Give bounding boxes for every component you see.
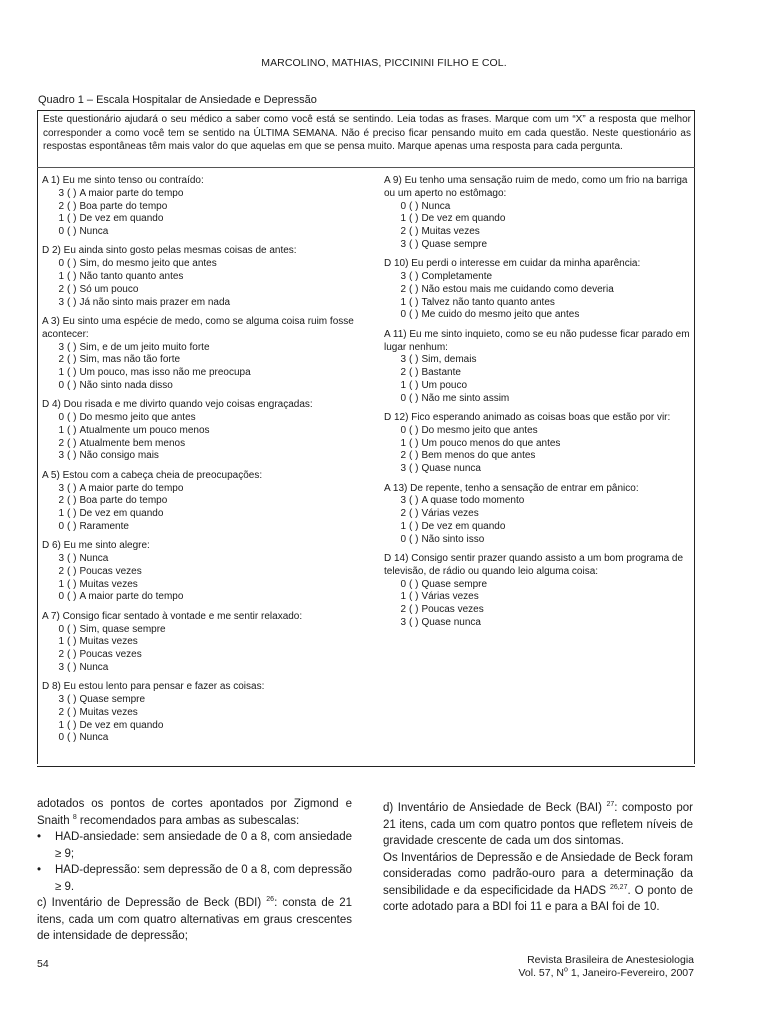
bullet-item	[37, 829, 352, 862]
answer-checkbox: ( )	[67, 437, 77, 449]
answer-option	[384, 463, 690, 476]
option-score: 0	[58, 732, 64, 744]
answer-option	[42, 450, 372, 463]
answer-checkbox: ( )	[409, 392, 419, 404]
answer-option	[42, 425, 372, 438]
answer-option	[42, 226, 372, 239]
running-header: MARCOLINO, MATHIAS, PICCININI FILHO E COL.	[261, 57, 507, 69]
bullet-text: HAD-depressão: sem depressão de 0 a 8, com depressão ≥ 9.	[55, 864, 352, 893]
option-score: 0	[58, 412, 64, 424]
answer-checkbox: ( )	[67, 450, 77, 462]
answer-checkbox: ( )	[67, 482, 77, 494]
question-title: A 1) Eu me sinto tenso ou contraído:	[42, 175, 204, 186]
answer-checkbox: ( )	[409, 533, 419, 545]
option-text: Não me sinto assim	[421, 392, 510, 404]
answer-option	[42, 591, 372, 604]
option-text: De vez em quando	[421, 520, 506, 532]
option-score: 2	[400, 226, 406, 238]
answer-option	[384, 201, 690, 214]
option-score: 3	[58, 450, 64, 462]
text-span: : composto por 21 itens, cada um com quatro pontos que refletem níveis de gravidade crescente de cada um dos sintomas.	[383, 802, 693, 847]
option-text: Um pouco, mas isso não me preocupa	[79, 367, 251, 379]
option-score: 2	[58, 200, 64, 212]
question-block	[42, 399, 372, 463]
answer-checkbox: ( )	[67, 341, 77, 353]
answer-option	[42, 213, 372, 226]
answer-option	[42, 342, 372, 355]
answer-checkbox: ( )	[67, 565, 77, 577]
question-block	[384, 412, 690, 476]
answer-option	[42, 720, 372, 733]
answer-option	[384, 495, 690, 508]
option-text: Poucas vezes	[421, 604, 484, 616]
option-text: Completamente	[421, 271, 493, 283]
answer-option	[384, 271, 690, 284]
option-text: Nunca	[421, 200, 451, 212]
question-title: A 7) Consigo ficar sentado à vontade e me sentir relaxado:	[42, 610, 303, 622]
question-title: D 6) Eu me sinto alegre:	[42, 540, 150, 552]
answer-option	[42, 284, 372, 297]
option-text: De vez em quando	[79, 508, 164, 520]
option-text: Do mesmo jeito que antes	[79, 412, 196, 424]
answer-option	[42, 694, 372, 707]
option-text: Sim, e de um jeito muito forte	[79, 341, 210, 353]
instructions-divider	[37, 167, 695, 168]
option-text: Atualmente bem menos	[79, 437, 186, 449]
question-block	[384, 258, 690, 322]
question-block	[42, 540, 372, 604]
answer-checkbox: ( )	[67, 226, 77, 238]
option-score: 2	[58, 565, 64, 577]
option-score: 3	[58, 693, 64, 705]
option-score: 0	[400, 309, 406, 321]
answer-checkbox: ( )	[67, 578, 77, 590]
option-score: 2	[400, 508, 406, 520]
answer-checkbox: ( )	[67, 296, 77, 308]
answer-checkbox: ( )	[67, 508, 77, 520]
answer-checkbox: ( )	[409, 463, 419, 475]
reference-superscript: 27	[606, 801, 615, 809]
answer-option	[384, 309, 690, 322]
answer-checkbox: ( )	[409, 604, 419, 616]
option-text: Sim, do mesmo jeito que antes	[79, 258, 217, 270]
answer-option	[384, 380, 690, 393]
option-text: Bem menos do que antes	[421, 450, 536, 462]
option-score: 1	[58, 719, 64, 731]
option-score: 1	[400, 379, 406, 391]
questionnaire-instructions: Este questionário ajudará o seu médico a saber como você está se sentindo. Leia todas as frases. Marque com um “X” a resposta que melhor corresponder a como você tem se sentido na ÚLTIMA SEMANA. Não é preciso ficar pensando muito em cada questão. Neste questionário as respostas espontâneas têm mais valor do que aquelas em que se pensa muito. Marque apenas uma resposta para cada pergunta.	[43, 114, 691, 152]
option-text: Não tanto quanto antes	[79, 271, 184, 283]
option-text: Sim, mas não tão forte	[79, 354, 181, 366]
option-text: Do mesmo jeito que antes	[421, 424, 538, 436]
answer-option	[384, 604, 690, 617]
option-text: Não sinto nada disso	[79, 379, 173, 391]
answer-checkbox: ( )	[67, 706, 77, 718]
option-score: 3	[400, 271, 406, 283]
answer-option	[384, 239, 690, 252]
answer-option	[384, 579, 690, 592]
answer-checkbox: ( )	[67, 367, 77, 379]
answer-checkbox: ( )	[67, 649, 77, 661]
question-title: A 11) Eu me sinto inquieto, como se eu não pudesse ficar parado em lugar nenhum:	[384, 328, 690, 353]
answer-option	[384, 354, 690, 367]
option-score: 2	[400, 283, 406, 295]
option-text: Não estou mais me cuidando como deveria	[421, 283, 614, 295]
bullet-item	[37, 862, 352, 895]
question-block	[42, 681, 372, 745]
question-title: D 8) Eu estou lento para pensar e fazer as coisas:	[42, 681, 265, 693]
question-title: A 5) Estou com a cabeça cheia de preocupações:	[42, 469, 263, 481]
option-score: 1	[58, 271, 64, 283]
text-span: . O ponto de corte adotado para a BDI foi 11 e para a BAI foi de 10.	[383, 884, 694, 913]
answer-checkbox: ( )	[409, 309, 419, 321]
answer-checkbox: ( )	[409, 379, 419, 391]
text-span: adotados os pontos de cortes apontados por Zigmond e Snaith	[37, 798, 352, 827]
journal-footer	[518, 954, 694, 980]
answer-option	[384, 393, 690, 406]
body-text-right	[383, 800, 693, 916]
answer-checkbox: ( )	[67, 636, 77, 648]
answer-checkbox: ( )	[67, 213, 77, 225]
text-span: Os Inventários de Depressão e de Ansiedade de Beck foram consideradas como padrão-ouro para a determinação da sensibilidade e da especificidade da HADS	[383, 851, 693, 897]
option-text: Um pouco	[421, 379, 468, 391]
answer-option	[42, 521, 372, 534]
answer-checkbox: ( )	[67, 495, 77, 507]
option-score: 0	[58, 226, 64, 238]
option-text: Muitas vezes	[79, 706, 138, 718]
answer-option	[384, 297, 690, 310]
answer-checkbox: ( )	[409, 238, 419, 250]
option-score: 0	[58, 520, 64, 532]
option-score: 0	[58, 623, 64, 635]
option-score: 1	[58, 367, 64, 379]
option-text: Várias vezes	[421, 508, 479, 520]
option-text: Não sinto isso	[421, 533, 485, 545]
option-score: 2	[58, 354, 64, 366]
answer-option	[42, 624, 372, 637]
question-block	[384, 483, 690, 547]
option-text: Nunca	[79, 661, 109, 673]
option-text: Sim, demais	[421, 354, 477, 366]
option-text: Um pouco menos do que antes	[421, 437, 561, 449]
option-text: Atualmente um pouco menos	[79, 424, 210, 436]
option-text: Já não sinto mais prazer em nada	[79, 296, 231, 308]
option-score: 3	[58, 553, 64, 565]
option-text: De vez em quando	[79, 719, 164, 731]
bullet-text: HAD-ansiedade: sem ansiedade de 0 a 8, com ansiedade ≥ 9;	[55, 831, 352, 860]
answer-option	[42, 483, 372, 496]
option-text: Várias vezes	[421, 591, 479, 603]
question-title: D 10) Eu perdi o interesse em cuidar da minha aparência:	[384, 258, 641, 270]
bullet-icon: •	[37, 864, 42, 876]
question-title: A 3) Eu sinto uma espécie de medo, como se alguma coisa ruim fosse acontecer:	[42, 315, 354, 340]
option-score: 1	[58, 508, 64, 520]
option-text: Quase sempre	[421, 238, 488, 250]
option-score: 2	[58, 437, 64, 449]
question-title: A 13) De repente, tenho a sensação de entrar em pânico:	[384, 482, 639, 494]
answer-option	[42, 380, 372, 393]
answer-checkbox: ( )	[67, 379, 77, 391]
option-text: Não consigo mais	[79, 450, 159, 462]
answer-checkbox: ( )	[409, 296, 419, 308]
answer-option	[42, 732, 372, 745]
question-block	[42, 316, 372, 393]
answer-checkbox: ( )	[409, 283, 419, 295]
option-score: 1	[400, 520, 406, 532]
option-score: 1	[58, 213, 64, 225]
option-score: 2	[58, 495, 64, 507]
answer-option	[42, 271, 372, 284]
answer-option	[42, 367, 372, 380]
text-span: c) Inventário de Depressão de Beck (BDI)	[37, 897, 262, 909]
issue-text: Vol. 57, N	[518, 967, 565, 979]
answer-checkbox: ( )	[409, 495, 419, 507]
option-text: Nunca	[79, 732, 109, 744]
option-score: 3	[58, 296, 64, 308]
journal-name: Revista Brasileira de Anestesiologia	[527, 954, 694, 966]
text-span: d) Inventário de Ansiedade de Beck (BAI)	[383, 802, 602, 814]
option-text: Boa parte do tempo	[79, 495, 168, 507]
option-text: Sim, quase sempre	[79, 623, 166, 635]
option-text: A maior parte do tempo	[79, 591, 184, 603]
option-score: 2	[400, 450, 406, 462]
reference-superscript: 26	[266, 896, 275, 904]
option-text: Raramente	[79, 520, 129, 532]
paragraph-bdi	[37, 895, 352, 945]
answer-checkbox: ( )	[67, 258, 77, 270]
answer-option	[42, 412, 372, 425]
text-span: : consta de 21 itens, cada um com quatro alternativas em graus crescentes de intensidade de depressão;	[37, 897, 352, 942]
issue-text-rest: 1, Janeiro-Fevereiro, 2007	[567, 967, 694, 979]
option-score: 1	[58, 424, 64, 436]
answer-checkbox: ( )	[67, 591, 77, 603]
reference-superscript: 26,27	[609, 883, 628, 891]
answer-checkbox: ( )	[67, 719, 77, 731]
answer-option	[42, 438, 372, 451]
option-score: 3	[58, 661, 64, 673]
question-title: A 9) Eu tenho uma sensação ruim de medo, como um frio na barriga ou um aperto no estômago:	[384, 175, 688, 199]
option-score: 1	[400, 213, 406, 225]
question-title: D 12) Fico esperando animado as coisas boas que estão por vir:	[384, 412, 671, 424]
answer-option	[42, 258, 372, 271]
option-text: Muitas vezes	[421, 226, 480, 238]
option-text: Quase sempre	[421, 578, 488, 590]
answer-checkbox: ( )	[409, 354, 419, 366]
option-score: 2	[400, 367, 406, 379]
answer-checkbox: ( )	[409, 450, 419, 462]
question-block	[384, 329, 690, 406]
option-text: A maior parte do tempo	[79, 187, 184, 199]
answer-checkbox: ( )	[409, 226, 419, 238]
answer-checkbox: ( )	[67, 283, 77, 295]
option-text: Boa parte do tempo	[79, 200, 168, 212]
option-text: Muitas vezes	[79, 636, 138, 648]
option-score: 0	[400, 200, 406, 212]
answer-checkbox: ( )	[67, 424, 77, 436]
answer-checkbox: ( )	[67, 661, 77, 673]
answer-checkbox: ( )	[409, 508, 419, 520]
paragraph-gold-standard	[383, 850, 693, 916]
option-score: 0	[58, 379, 64, 391]
option-text: Quase nunca	[421, 463, 481, 475]
question-block	[384, 175, 690, 252]
answer-checkbox: ( )	[409, 591, 419, 603]
answer-checkbox: ( )	[67, 354, 77, 366]
answer-option	[42, 495, 372, 508]
option-score: 3	[400, 617, 406, 628]
option-text: Quase nunca	[421, 617, 481, 628]
answer-checkbox: ( )	[409, 424, 419, 436]
answer-option	[42, 508, 372, 521]
option-score: 0	[400, 424, 406, 436]
option-score: 2	[58, 283, 64, 295]
answer-option	[384, 450, 690, 463]
answer-option	[42, 188, 372, 201]
answer-option	[42, 579, 372, 592]
answer-checkbox: ( )	[409, 200, 419, 212]
table-caption: Quadro 1 – Escala Hospitalar de Ansiedade e Depressão	[38, 94, 317, 106]
option-text: De vez em quando	[79, 213, 164, 225]
option-text: Só um pouco	[79, 283, 139, 295]
option-score: 3	[400, 354, 406, 366]
option-text: A quase todo momento	[421, 495, 525, 507]
option-score: 2	[58, 706, 64, 718]
text-span: recomendados para ambas as subescalas:	[76, 814, 300, 827]
answer-checkbox: ( )	[67, 553, 77, 565]
answer-option	[42, 707, 372, 720]
option-text: Quase sempre	[79, 693, 146, 705]
answer-checkbox: ( )	[409, 271, 419, 283]
answer-checkbox: ( )	[409, 437, 419, 449]
question-block	[384, 553, 690, 630]
questions-right-column	[384, 175, 690, 636]
question-title: D 2) Eu ainda sinto gosto pelas mesmas coisas de antes:	[42, 245, 297, 257]
option-score: 2	[400, 604, 406, 616]
bullet-icon: •	[37, 831, 42, 843]
answer-checkbox: ( )	[67, 200, 77, 212]
option-score: 1	[58, 578, 64, 590]
option-score: 3	[58, 341, 64, 353]
option-score: 0	[400, 578, 406, 590]
answer-option	[384, 521, 690, 534]
option-text: Me cuido do mesmo jeito que antes	[421, 309, 580, 321]
question-block	[42, 245, 372, 309]
answer-checkbox: ( )	[409, 367, 419, 379]
option-text: Bastante	[421, 367, 461, 379]
answer-checkbox: ( )	[67, 412, 77, 424]
paragraph-cutoffs	[37, 796, 352, 829]
answer-checkbox: ( )	[67, 187, 77, 199]
option-score: 2	[58, 649, 64, 661]
answer-option	[384, 617, 690, 630]
option-text: Muitas vezes	[79, 578, 138, 590]
answer-option	[384, 508, 690, 521]
option-score: 3	[58, 187, 64, 199]
answer-option	[42, 636, 372, 649]
option-text: Poucas vezes	[79, 649, 142, 661]
answer-option	[42, 553, 372, 566]
option-text: Nunca	[79, 226, 109, 238]
answer-option	[384, 591, 690, 604]
option-score: 1	[400, 437, 406, 449]
question-block	[42, 470, 372, 534]
option-score: 1	[58, 636, 64, 648]
answer-option	[42, 201, 372, 214]
option-score: 3	[58, 482, 64, 494]
option-text: A maior parte do tempo	[79, 482, 184, 494]
question-title: D 4) Dou risada e me divirto quando vejo coisas engraçadas:	[42, 399, 313, 411]
option-text: Poucas vezes	[79, 565, 142, 577]
paragraph-bai	[383, 800, 693, 850]
option-score: 0	[400, 392, 406, 404]
option-score: 1	[400, 296, 406, 308]
frame-bottom-border	[37, 766, 695, 767]
answer-option	[42, 649, 372, 662]
answer-checkbox: ( )	[409, 520, 419, 532]
answer-checkbox: ( )	[409, 617, 419, 628]
option-text: Talvez não tanto quanto antes	[421, 296, 555, 308]
answer-option	[42, 566, 372, 579]
answer-checkbox: ( )	[409, 213, 419, 225]
option-score: 3	[400, 495, 406, 507]
option-score: 3	[400, 238, 406, 250]
answer-option	[42, 354, 372, 367]
answer-checkbox: ( )	[67, 271, 77, 283]
page-number: 54	[37, 958, 49, 970]
answer-option	[384, 367, 690, 380]
questions-left-column	[42, 175, 372, 752]
answer-checkbox: ( )	[67, 520, 77, 532]
question-block	[42, 175, 372, 239]
option-text: De vez em quando	[421, 213, 506, 225]
option-score: 0	[400, 533, 406, 545]
answer-checkbox: ( )	[67, 623, 77, 635]
issue-superscript: o	[564, 966, 568, 974]
option-score: 1	[400, 591, 406, 603]
reference-superscript: 8	[72, 813, 77, 821]
journal-issue	[518, 967, 694, 980]
answer-option	[384, 284, 690, 297]
question-block	[42, 611, 372, 675]
option-score: 0	[58, 258, 64, 270]
option-score: 0	[58, 591, 64, 603]
answer-option	[42, 662, 372, 675]
option-text: Nunca	[79, 553, 109, 565]
answer-option	[384, 438, 690, 451]
answer-option	[42, 297, 372, 310]
option-score: 3	[400, 463, 406, 475]
answer-checkbox: ( )	[67, 693, 77, 705]
answer-option	[384, 226, 690, 239]
question-title: D 14) Consigo sentir prazer quando assisto a um bom programa de televisão, de rádio ou quando leio alguma coisa:	[384, 553, 684, 577]
answer-option	[384, 534, 690, 547]
answer-checkbox: ( )	[67, 732, 77, 744]
answer-checkbox: ( )	[409, 578, 419, 590]
body-text-left	[37, 796, 352, 945]
answer-option	[384, 213, 690, 226]
answer-option	[384, 425, 690, 438]
